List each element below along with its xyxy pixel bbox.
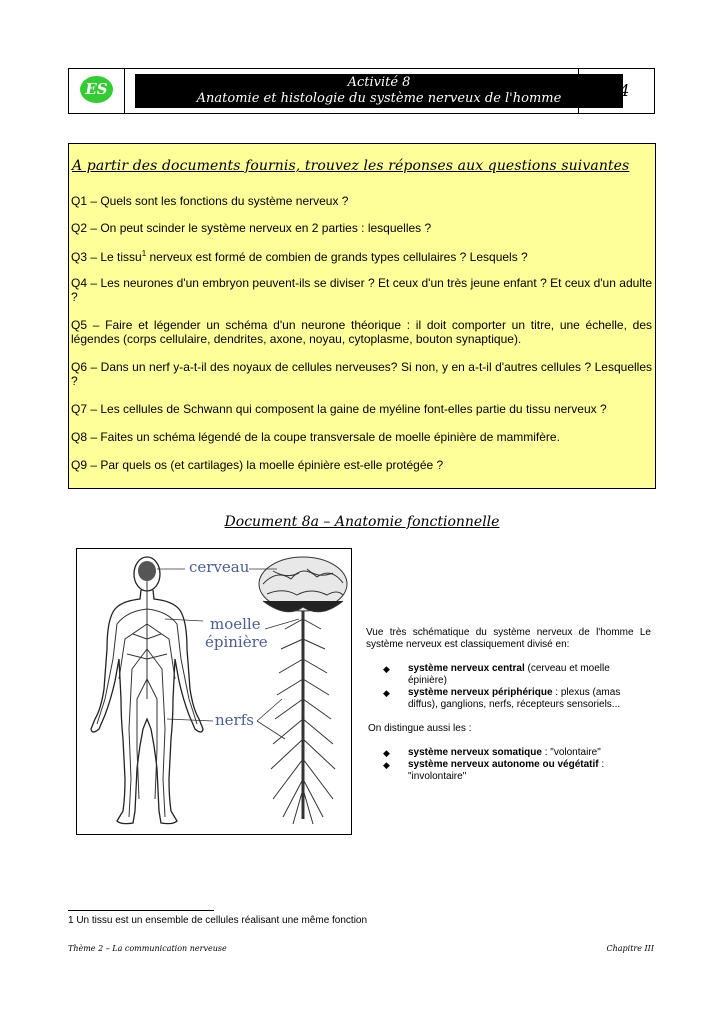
diamond-bullet-icon: ◆ — [383, 664, 390, 674]
question-9: Q9 – Par quels os (et cartilages) la moelle épinière est-elle protégée ? — [71, 458, 444, 472]
question-2: Q2 – On peut scinder le système nerveux en 2 parties : lesquelles ? — [71, 221, 432, 235]
activity-header — [68, 68, 655, 114]
label-moelle: moelle — [210, 615, 261, 633]
type-list — [366, 747, 651, 783]
nervous-system-figure — [76, 548, 352, 835]
list-item — [366, 663, 651, 687]
badge-cell — [69, 69, 125, 113]
brain-drawing — [259, 557, 347, 612]
list-item — [366, 687, 651, 711]
es-badge-logo: ES — [80, 76, 113, 103]
question-7: Q7 – Les cellules de Schwann qui composent la gaine de myéline font-elles partie du tissu nerveux ? — [71, 402, 607, 416]
label-epiniere: épinière — [205, 633, 268, 651]
footnote-rule — [68, 910, 214, 911]
list-item-term: système nerveux somatique — [408, 747, 542, 758]
body-nerves — [97, 581, 197, 817]
list-item-detail: : "volontaire" — [541, 747, 601, 758]
footer-chapter: Chapitre III — [606, 944, 654, 953]
list-item-term: système nerveux autonome ou végétatif — [408, 759, 599, 770]
description-also: On distingue aussi les : — [368, 723, 472, 734]
label-nerfs: nerfs — [215, 711, 254, 729]
questions-box — [68, 143, 656, 489]
list-item-detail: : plexus (amas diffus), ganglions, nerfs, récepteurs sensoriels... — [408, 687, 621, 710]
page-number: 1/4 — [578, 69, 654, 113]
description-intro: Vue très schématique du système nerveux de l'homme Le système nerveux est classiquement divisé en: — [366, 627, 651, 650]
question-8: Q8 – Faites un schéma légendé de la coupe transversale de moelle épinière de mammifère. — [71, 430, 560, 444]
list-item-detail: : "involontaire" — [408, 759, 605, 782]
title-bar — [135, 74, 623, 108]
division-list — [366, 663, 651, 711]
figure-description — [366, 627, 651, 783]
diamond-bullet-icon: ◆ — [383, 760, 390, 770]
diamond-bullet-icon: ◆ — [383, 748, 390, 758]
nervous-system-illustration — [77, 549, 351, 834]
question-1: Q1 – Quels sont les fonctions du système nerveux ? — [71, 194, 349, 208]
question-4: Q4 – Les neurones d'un embryon peuvent-ils se diviser ? Et ceux d'un très jeune enfant ? Et ceux d'un adulte ? — [71, 276, 652, 304]
activity-title: Activité 8 — [347, 75, 411, 90]
list-item-detail: (cerveau et moelle épinière) — [408, 663, 610, 686]
question-3 — [71, 247, 652, 264]
list-item-term: système nerveux central — [408, 663, 525, 674]
footnote-ref: 1 — [141, 249, 147, 258]
list-item — [366, 759, 651, 783]
body-brain-shape — [138, 561, 156, 581]
footnote: 1 Un tissu est un ensemble de cellules réalisant une même fonction — [68, 915, 368, 926]
list-item-term: système nerveux périphérique — [408, 687, 553, 698]
question-3-start: Q3 – Le tissu — [71, 250, 142, 264]
questions-title: A partir des documents fournis, trouvez les réponses aux questions suivantes — [72, 158, 630, 174]
question-6: Q6 – Dans un nerf y-a-t-il des noyaux de cellules nerveuses? Si non, y en a-t-il d'autres cellules ? Lesquelles ? — [71, 360, 652, 388]
question-3-end: nerveux est formé de combien de grands types cellulaires ? Lesquels ? — [146, 250, 528, 264]
spinal-cord-drawing — [271, 611, 335, 824]
question-5: Q5 – Faire et légender un schéma d'un neurone théorique : il doit comporter un titre, une échelle, des légendes (corps cellulaire, dendrites, axone, noyau, cytoplasme, bouton synaptique). — [71, 318, 652, 346]
list-item — [366, 747, 651, 759]
footer-theme: Thème 2 – La communication nerveuse — [68, 944, 227, 953]
diamond-bullet-icon: ◆ — [383, 688, 390, 698]
activity-subtitle: Anatomie et histologie du système nerveux de l'homme — [196, 91, 562, 106]
document-title: Document 8a – Anatomie fonctionnelle — [224, 514, 500, 530]
label-cerveau: cerveau — [189, 558, 250, 576]
